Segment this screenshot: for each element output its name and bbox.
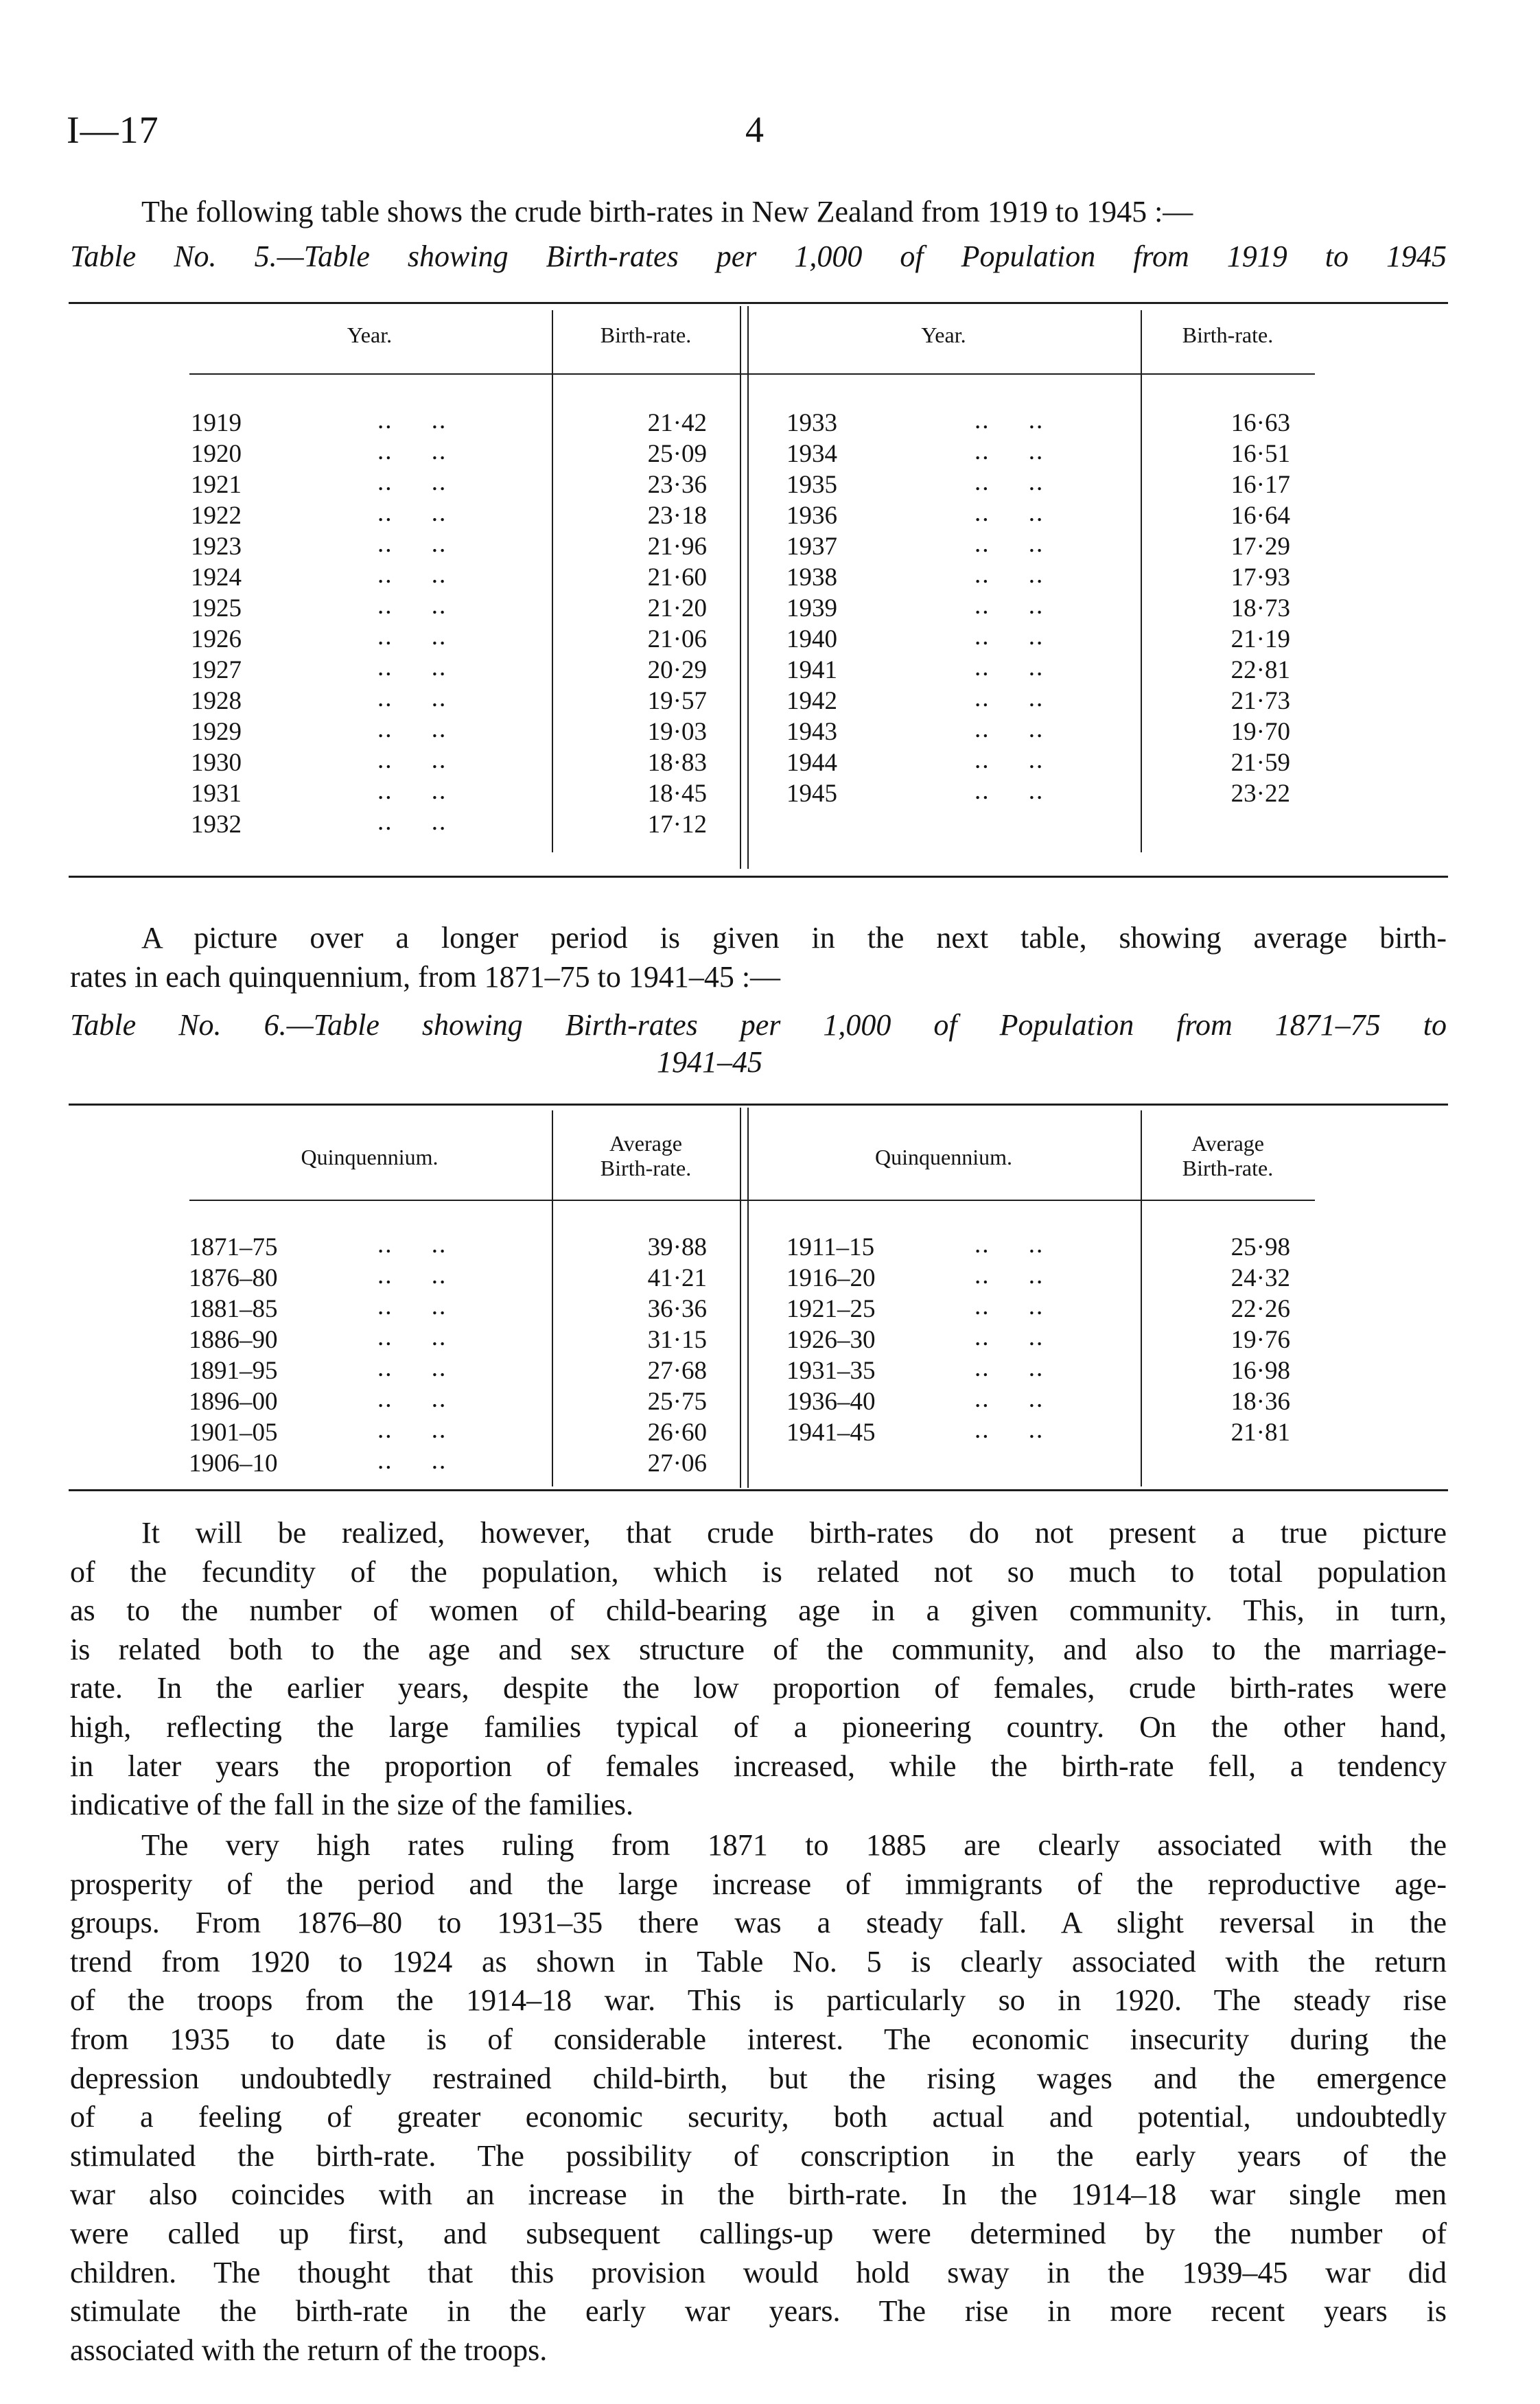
table6-intro-line1: A picture over a longer period is given in the next table, showing average birth-	[141, 921, 1447, 955]
table6-leader-dots: .. ..	[975, 1292, 1045, 1320]
table6-leader-dots: .. ..	[975, 1354, 1045, 1382]
paragraph-line: children. The thought that this provision would hold sway in the 1939–45 war did	[70, 2255, 1447, 2289]
table6-rate-cell: 36·36	[647, 1295, 707, 1323]
table5-year-cell: 1936	[786, 502, 837, 530]
table5-year-cell: 1945	[786, 780, 837, 808]
table5-year-cell: 1937	[786, 533, 837, 561]
table5-year-cell: 1928	[191, 687, 242, 715]
table5-leader-dots: .. ..	[975, 777, 1045, 805]
table6-leader-dots: .. ..	[377, 1230, 447, 1259]
table5-rate-cell: 17·93	[1230, 563, 1290, 592]
paragraph-line: It will be realized, however, that crude birth-rates do not present a true picture	[141, 1516, 1447, 1550]
table5-rate-cell: 22·81	[1230, 656, 1290, 684]
table6-period-cell: 1871–75	[189, 1233, 278, 1261]
table5-rate-cell: 16·51	[1230, 440, 1290, 468]
table5-rate-cell: 21·96	[647, 533, 707, 561]
table6-header-period-left: Quinquennium.	[301, 1145, 439, 1169]
table6-period-cell: 1911–15	[786, 1233, 875, 1261]
table6-period-cell: 1936–40	[786, 1388, 876, 1416]
table6-caption-line1: Table No. 6.—Table showing Birth-rates per 1,000 of Population from 1871–75 to	[70, 1008, 1447, 1042]
table6-rate-cell: 41·21	[647, 1264, 707, 1292]
table6-header-rate-right-line2: Birth-rate.	[1182, 1156, 1274, 1180]
table5-leader-dots: .. ..	[975, 684, 1045, 712]
table6-rate-cell: 26·60	[647, 1419, 707, 1447]
table5-year-cell: 1943	[786, 718, 837, 746]
table6-rate-cell: 31·15	[647, 1326, 707, 1354]
table6-leader-dots: .. ..	[975, 1323, 1045, 1351]
paragraph-line: high, reflecting the large families typical of a pioneering country. On the other hand,	[70, 1710, 1447, 1744]
table5-year-cell: 1922	[191, 502, 242, 530]
table6-leader-dots: .. ..	[975, 1230, 1045, 1259]
table5-year-cell: 1940	[786, 625, 837, 653]
table5-rate-cell: 16·64	[1230, 502, 1290, 530]
table6-rate-cell: 22·26	[1230, 1295, 1290, 1323]
paragraph-line: groups. From 1876–80 to 1931–35 there was a steady fall. A slight reversal in the	[70, 1906, 1447, 1940]
table5-caption: Table No. 5.—Table showing Birth-rates per 1,000 of Population from 1919 to 1945	[70, 240, 1447, 273]
table5-year-cell: 1925	[191, 594, 242, 622]
table5-year-cell: 1933	[786, 409, 837, 437]
table5-year-cell: 1942	[786, 687, 837, 715]
table5-rate-cell: 19·03	[647, 718, 707, 746]
table6-rate-cell: 39·88	[647, 1233, 707, 1261]
table6-period-cell: 1901–05	[189, 1419, 278, 1447]
table5-rate-cell: 20·29	[647, 656, 707, 684]
table6-leader-dots: .. ..	[377, 1416, 447, 1444]
table6-leader-dots: .. ..	[377, 1385, 447, 1413]
table5-leader-dots: .. ..	[377, 530, 447, 558]
table6-rate-cell: 25·75	[647, 1388, 707, 1416]
table6-rate-cell: 19·76	[1230, 1326, 1290, 1354]
table5-leader-dots: .. ..	[975, 715, 1045, 743]
table5-rate-cell: 17·12	[647, 810, 707, 839]
table6-leader-dots: .. ..	[975, 1261, 1045, 1289]
table6-caption-line2: 1941–45	[657, 1045, 762, 1079]
page-number: 4	[745, 109, 764, 150]
table5-leader-dots: .. ..	[377, 653, 447, 681]
paragraph-line: is related both to the age and sex structure of the community, and also to the marriage-	[70, 1632, 1447, 1666]
table5-rate-cell: 23·18	[647, 502, 707, 530]
table6-period-cell: 1896–00	[189, 1388, 278, 1416]
table5-rate-cell: 23·36	[647, 471, 707, 499]
table5-year-cell: 1931	[191, 780, 242, 808]
table5-leader-dots: .. ..	[975, 592, 1045, 620]
table6-period-cell: 1881–85	[189, 1295, 278, 1323]
table5-rate-cell: 21·42	[647, 409, 707, 437]
table5-year-cell: 1929	[191, 718, 242, 746]
table5-rate-cell: 19·57	[647, 687, 707, 715]
table5-header-year-right: Year.	[921, 323, 966, 347]
table6-rate-cell: 24·32	[1230, 1264, 1290, 1292]
table5-header-rate-right: Birth-rate.	[1182, 323, 1274, 347]
table5-rate-cell: 18·73	[1230, 594, 1290, 622]
table5-leader-dots: .. ..	[377, 561, 447, 589]
table5-leader-dots: .. ..	[975, 746, 1045, 774]
table5-leader-dots: .. ..	[377, 715, 447, 743]
table5-rate-cell: 21·06	[647, 625, 707, 653]
table6-leader-dots: .. ..	[377, 1447, 447, 1475]
paragraph-line: of the fecundity of the population, which is related not so much to total population	[70, 1554, 1447, 1589]
table6-header-rate-left	[553, 1131, 738, 1180]
paragraph-line: from 1935 to date is of considerable interest. The economic insecurity during the	[70, 2022, 1447, 2056]
table5-leader-dots: .. ..	[975, 622, 1045, 651]
paragraph-line: of a feeling of greater economic security, both actual and potential, undoubtedly	[70, 2100, 1447, 2134]
table5-year-cell: 1926	[191, 625, 242, 653]
table5-rate-cell: 23·22	[1230, 780, 1290, 808]
table6-period-cell: 1926–30	[786, 1326, 876, 1354]
table5-year-cell: 1924	[191, 563, 242, 592]
table5-rate-cell: 17·29	[1230, 533, 1290, 561]
table5-rate-cell: 21·20	[647, 594, 707, 622]
table5-year-cell: 1939	[786, 594, 837, 622]
table6-period-cell: 1921–25	[786, 1295, 876, 1323]
table6-header-rate-left-line2: Birth-rate.	[600, 1156, 692, 1180]
paragraph-line: as to the number of women of child-bearing age in a given community. This, in turn,	[70, 1594, 1447, 1628]
table5-rate-cell: 21·60	[647, 563, 707, 592]
paragraph-line: rate. In the earlier years, despite the low proportion of females, crude birth-rates were	[70, 1671, 1447, 1705]
table5-year-cell: 1930	[191, 749, 242, 777]
paragraph-line: trend from 1920 to 1924 as shown in Table No. 5 is clearly associated with the return	[70, 1944, 1447, 1979]
table6-leader-dots: .. ..	[377, 1323, 447, 1351]
table5-leader-dots: .. ..	[377, 746, 447, 774]
table6-leader-dots: .. ..	[377, 1261, 447, 1289]
table5-header-year-left: Year.	[347, 323, 393, 347]
table5-leader-dots: .. ..	[377, 468, 447, 496]
table5-rate-cell: 21·73	[1230, 687, 1290, 715]
table6-period-cell: 1906–10	[189, 1449, 278, 1478]
table6-intro-line2: rates in each quinquennium, from 1871–75 to 1941–45 :—	[70, 960, 781, 994]
intro-text: The following table shows the crude birth-rates in New Zealand from 1919 to 1945 :—	[141, 195, 1193, 229]
paragraph-line: war also coincides with an increase in the birth-rate. In the 1914–18 war single men	[70, 2178, 1447, 2212]
table6-rate-cell: 27·68	[647, 1357, 707, 1385]
table5-leader-dots: .. ..	[975, 653, 1045, 681]
paragraph-line: depression undoubtedly restrained child-birth, but the rising wages and the emergence	[70, 2061, 1447, 2095]
table5-header-rate-left: Birth-rate.	[600, 323, 692, 347]
paragraph-line: associated with the return of the troops.	[70, 2333, 548, 2367]
table5-leader-dots: .. ..	[975, 530, 1045, 558]
table6-leader-dots: .. ..	[377, 1354, 447, 1382]
table5-rate-cell: 25·09	[647, 440, 707, 468]
table6-period-cell: 1916–20	[786, 1264, 876, 1292]
table5-rate-cell: 21·19	[1230, 625, 1290, 653]
table6-rate-cell: 21·81	[1230, 1419, 1290, 1447]
table6-leader-dots: .. ..	[975, 1385, 1045, 1413]
table6-period-cell: 1941–45	[786, 1419, 876, 1447]
table5-rate-cell: 16·17	[1230, 471, 1290, 499]
table6-rate-cell: 16·98	[1230, 1357, 1290, 1385]
table6-leader-dots: .. ..	[975, 1416, 1045, 1444]
table5-year-cell: 1941	[786, 656, 837, 684]
table5-rate-cell: 19·70	[1230, 718, 1290, 746]
table6-period-cell: 1891–95	[189, 1357, 278, 1385]
table6-header-rate-right-line1: Average	[1191, 1131, 1264, 1156]
table5-year-cell: 1935	[786, 471, 837, 499]
table5-leader-dots: .. ..	[377, 437, 447, 465]
table5-leader-dots: .. ..	[377, 592, 447, 620]
table5-leader-dots: .. ..	[975, 437, 1045, 465]
table6-period-cell: 1931–35	[786, 1357, 876, 1385]
paragraph-line: were called up first, and subsequent callings-up were determined by the number of	[70, 2217, 1447, 2250]
paragraph-line: indicative of the fall in the size of the families.	[70, 1788, 634, 1822]
table5-year-cell: 1938	[786, 563, 837, 592]
table5-leader-dots: .. ..	[377, 499, 447, 527]
table5-year-cell: 1921	[191, 471, 242, 499]
table5-year-cell: 1944	[786, 749, 837, 777]
table5-leader-dots: .. ..	[975, 406, 1045, 434]
table5-year-cell: 1932	[191, 810, 242, 839]
table5-year-cell: 1919	[191, 409, 242, 437]
paragraph-line: in later years the proportion of females increased, while the birth-rate fell, a tendency	[70, 1749, 1447, 1783]
table6-header-period-right: Quinquennium.	[875, 1145, 1012, 1169]
table6-rate-cell: 25·98	[1230, 1233, 1290, 1261]
table5-leader-dots: .. ..	[377, 808, 447, 836]
table5-rate-cell: 21·59	[1230, 749, 1290, 777]
table5-year-cell: 1923	[191, 533, 242, 561]
table5-leader-dots: .. ..	[975, 499, 1045, 527]
table6-rate-cell: 18·36	[1230, 1388, 1290, 1416]
paragraph-line: stimulated the birth-rate. The possibility of conscription in the early years of the	[70, 2138, 1447, 2173]
table5-leader-dots: .. ..	[975, 468, 1045, 496]
table5-rate-cell: 16·63	[1230, 409, 1290, 437]
table6-header-rate-left-line1: Average	[609, 1131, 682, 1156]
table6-rate-cell: 27·06	[647, 1449, 707, 1478]
table5-leader-dots: .. ..	[975, 561, 1045, 589]
table5-year-cell: 1920	[191, 440, 242, 468]
table5-year-cell: 1934	[786, 440, 837, 468]
paragraph-line: The very high rates ruling from 1871 to 1885 are clearly associated with the	[141, 1828, 1447, 1862]
table6-leader-dots: .. ..	[377, 1292, 447, 1320]
table5-leader-dots: .. ..	[377, 622, 447, 651]
table6-period-cell: 1876–80	[189, 1264, 278, 1292]
paragraph-line: of the troops from the 1914–18 war. This is particularly so in 1920. The steady rise	[70, 1983, 1447, 2018]
paragraph-line: stimulate the birth-rate in the early war years. The rise in more recent years is	[70, 2294, 1447, 2329]
document-reference: I—17	[67, 109, 159, 152]
table5-leader-dots: .. ..	[377, 406, 447, 434]
table5-rate-cell: 18·45	[647, 780, 707, 808]
table5-year-cell: 1927	[191, 656, 242, 684]
table6-header-rate-right	[1142, 1131, 1314, 1180]
table5-leader-dots: .. ..	[377, 777, 447, 805]
table6-period-cell: 1886–90	[189, 1326, 278, 1354]
table5-rate-cell: 18·83	[647, 749, 707, 777]
table5-leader-dots: .. ..	[377, 684, 447, 712]
paragraph-line: prosperity of the period and the large increase of immigrants of the reproductive age-	[70, 1867, 1447, 1901]
